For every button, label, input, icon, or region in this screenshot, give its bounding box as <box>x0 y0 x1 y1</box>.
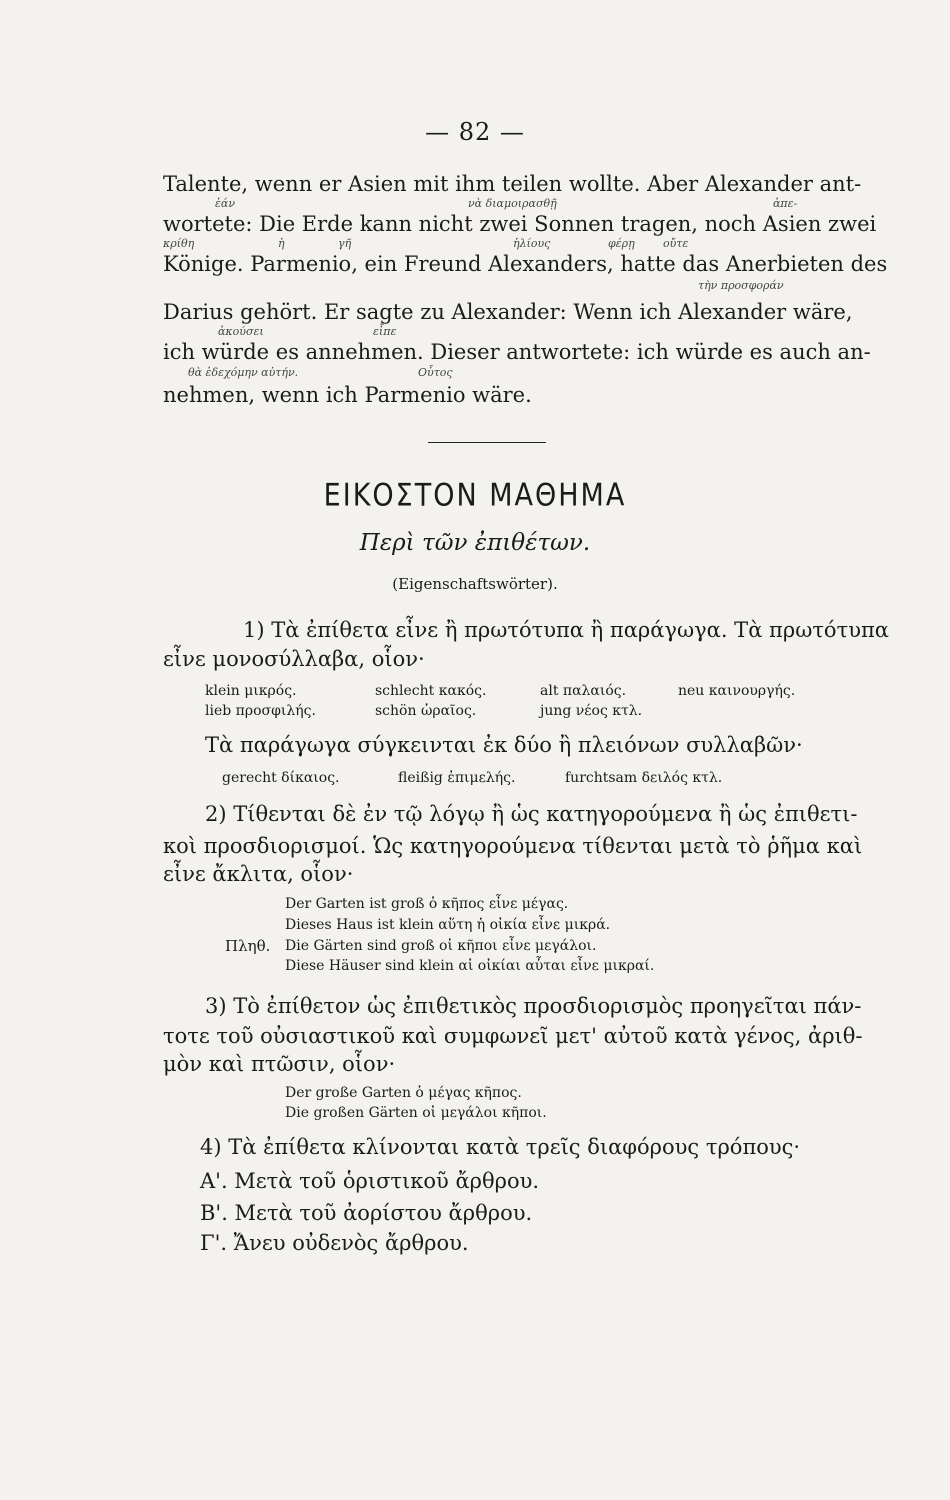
section-4-line-1: 4) Τὰ ἐπίθετα κλίνονται κατὰ τρεῖς διαφόρους τρόπους· <box>200 1135 801 1159</box>
example-word: schön ὡραῖος. <box>375 703 477 719</box>
gloss-word: κρίθη <box>163 237 195 250</box>
german-line-1: Talente, wenn er Asien mit ihm teilen wollte. Aber Alexander ant- <box>163 172 862 196</box>
german-line-6: nehmen, wenn ich Parmenio wäre. <box>163 383 532 407</box>
example-sentence: Der große Garten ὁ μέγας κῆπος. <box>285 1085 522 1101</box>
plural-label: Πληθ. <box>225 937 271 955</box>
section-2-line-3: εἶνε ἄκλιτα, οἷον· <box>163 862 354 886</box>
example-sentence: Die großen Gärten οἱ μεγάλοι κῆποι. <box>285 1105 547 1121</box>
gloss-word: ἡλίους <box>513 237 551 250</box>
german-line-2: wortete: Die Erde kann nicht zwei Sonnen tragen, noch Asien zwei <box>163 212 877 236</box>
gloss-line-3 <box>163 279 813 297</box>
gloss-word: φέρῃ <box>608 237 635 250</box>
example-sentence: Diese Häuser sind klein αἱ οἰκίαι αὗται εἶνε μικραί. <box>285 958 655 974</box>
lesson-subtitle: Περὶ τῶν ἐπιθέτων. <box>359 530 591 556</box>
gloss-word: Οὗτος <box>418 366 453 379</box>
example-sentence: Der Garten ist groß ὁ κῆπος εἶνε μέγας. <box>285 896 569 912</box>
example-word: lieb προσφιλής. <box>205 703 316 719</box>
section-1-line-1: 1) Τὰ ἐπίθετα εἶνε ἢ πρωτότυπα ἢ παράγωγα. Τὰ πρωτότυπα <box>243 618 889 642</box>
section-3-line-3: μὸν καὶ πτῶσιν, οἷον· <box>163 1052 396 1076</box>
example-word: klein μικρός. <box>205 683 297 699</box>
example-word: schlecht κακός. <box>375 683 487 699</box>
example-word: alt παλαιός. <box>540 683 627 699</box>
example-word: jung νέος κτλ. <box>540 703 643 719</box>
section-1-line-2: εἶνε μονοσύλλαβα, οἷον· <box>163 647 425 671</box>
section-3-line-2: τοτε τοῦ οὐσιαστικοῦ καὶ συμφωνεῖ μετ' αὐτοῦ κατὰ γένος, ἀριθ- <box>163 1024 863 1048</box>
gloss-word: οὔτε <box>663 237 689 250</box>
gloss-word: ἐάν <box>215 197 236 210</box>
gloss-line-5 <box>163 366 813 384</box>
section-3-line-1: 3) Τὸ ἐπίθετον ὡς ἐπιθετικὸς προσδιορισμὸς προηγεῖται πάν- <box>205 994 862 1018</box>
german-line-5: ich würde es annehmen. Dieser antwortete: ich würde es auch an- <box>163 340 871 364</box>
section-divider <box>428 442 546 443</box>
gloss-word: ἡ <box>278 237 285 250</box>
section-2-line-2: κοὶ προσδιορισμοί. Ὡς κατηγορούμενα τίθενται μετὰ τὸ ῥῆμα καὶ <box>163 834 863 858</box>
gloss-word: τὴν προσφοράν <box>698 279 784 292</box>
declension-item-b: Β'. Μετὰ τοῦ ἀορίστου ἄρθρου. <box>200 1201 533 1225</box>
german-line-4: Darius gehört. Er sagte zu Alexander: Wenn ich Alexander wäre, <box>163 300 853 324</box>
section-1-line-3: Τὰ παράγωγα σύγκεινται ἐκ δύο ἢ πλειόνων συλλαβῶν· <box>205 733 803 757</box>
gloss-word: εἶπε <box>373 325 397 338</box>
example-word: fleißig ἐπιμελής. <box>398 770 516 786</box>
declension-item-c: Γ'. Ἄνευ οὐδενὸς ἄρθρου. <box>200 1231 469 1255</box>
gloss-word: νὰ διαμοιρασθῇ <box>468 197 557 210</box>
example-sentence: Die Gärten sind groß οἱ κῆποι εἶνε μεγάλοι. <box>285 938 597 954</box>
section-2-line-1: 2) Τίθενται δὲ ἐν τῷ λόγῳ ἢ ὡς κατηγορούμενα ἢ ὡς ἐπιθετι- <box>205 802 858 826</box>
example-word: furchtsam δειλός κτλ. <box>565 770 723 786</box>
gloss-word: ἀκούσει <box>218 325 264 338</box>
example-word: gerecht δίκαιος. <box>222 770 340 786</box>
gloss-word: γῆ <box>338 237 352 250</box>
gloss-word: ἀπε- <box>773 197 798 210</box>
example-word: neu καινουργής. <box>678 683 796 699</box>
page-number: — 82 — <box>425 118 525 146</box>
german-line-3: Könige. Parmenio, ein Freund Alexanders, hatte das Anerbieten des <box>163 252 888 276</box>
lesson-subsubtitle: (Eigenschaftswörter). <box>392 575 558 593</box>
declension-item-a: Α'. Μετὰ τοῦ ὁριστικοῦ ἄρθρου. <box>200 1169 540 1193</box>
lesson-title: ΕΙΚΟΣΤΟΝ ΜΑΘΗΜΑ <box>323 477 627 514</box>
gloss-word: θὰ ἐδεχόμην αὐτήν. <box>188 366 299 379</box>
example-sentence: Dieses Haus ist klein αὕτη ἡ οἰκία εἶνε μικρά. <box>285 917 611 933</box>
